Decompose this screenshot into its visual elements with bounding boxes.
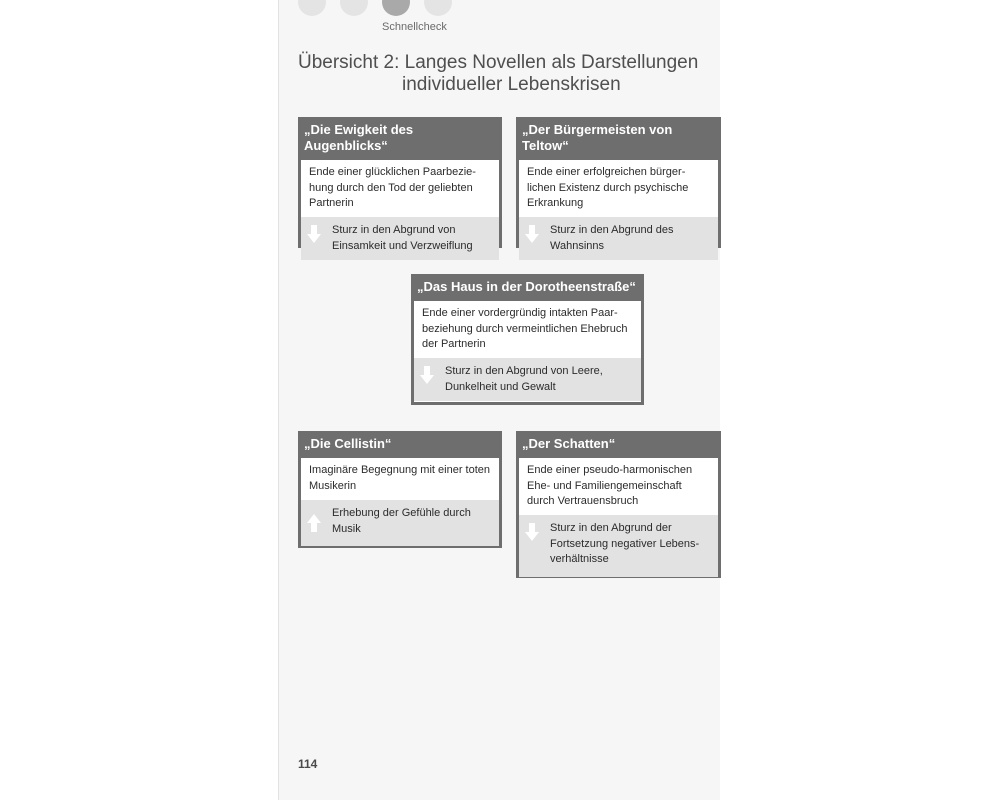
card-description: Ende einer pseudo-harmonischen Ehe- und Familiengemeinschaft durch Vertrauensbruch bbox=[519, 458, 718, 515]
card-outcome-text: Sturz in den Abgrund des Wahnsinns bbox=[550, 224, 674, 252]
card-outcome bbox=[301, 500, 499, 546]
card-heading: „Der Bürgermeisten von Teltow“ bbox=[519, 120, 718, 160]
card-description: Ende einer vordergründig intakten Paar-beziehung durch vermeintlichen Ehebruch der Partnerin bbox=[414, 301, 641, 358]
card-outcome-text: Sturz in den Abgrund von Leere, Dunkelheit und Gewalt bbox=[445, 365, 603, 393]
page-title-line-2: individueller Lebenskrisen bbox=[402, 74, 621, 95]
card-schatten bbox=[516, 431, 721, 578]
arrow-down-icon bbox=[525, 523, 539, 541]
card-outcome-text: Sturz in den Abgrund der Fortsetzung negativer Lebens-verhältnisse bbox=[550, 522, 700, 565]
arrow-down-icon bbox=[307, 225, 321, 243]
progress-dot-4[interactable] bbox=[424, 0, 452, 16]
progress-dot-1[interactable] bbox=[298, 0, 326, 16]
arrow-down-icon bbox=[525, 225, 539, 243]
card-outcome-text: Erhebung der Gefühle durch Musik bbox=[332, 507, 471, 535]
card-description: Imaginäre Begegnung mit einer toten Musikerin bbox=[301, 458, 499, 500]
progress-dot-2[interactable] bbox=[340, 0, 368, 16]
card-cellistin bbox=[298, 431, 502, 548]
card-heading: „Die Ewigkeit des Augenblicks“ bbox=[301, 120, 499, 160]
card-ewigkeit bbox=[298, 117, 502, 252]
card-heading: „Der Schatten“ bbox=[519, 434, 718, 458]
card-description: Ende einer erfolgreichen bürger-lichen Existenz durch psychische Erkrankung bbox=[519, 160, 718, 217]
card-description: Ende einer glücklichen Paarbezie-hung durch den Tod der geliebten Partnerin bbox=[301, 160, 499, 217]
arrow-up-icon bbox=[307, 514, 321, 532]
card-heading: „Das Haus in der Dorotheenstraße“ bbox=[414, 277, 641, 301]
card-buergermeister bbox=[516, 117, 721, 252]
progress-active-label: Schnellcheck bbox=[382, 21, 447, 33]
page-number: 114 bbox=[298, 757, 318, 771]
progress-dot-3-active[interactable] bbox=[382, 0, 410, 16]
card-outcome bbox=[519, 217, 718, 260]
left-margin bbox=[0, 0, 279, 800]
card-haus-dorotheenstrasse bbox=[411, 274, 644, 405]
page-title bbox=[298, 52, 718, 96]
card-outcome-text: Sturz in den Abgrund von Einsamkeit und Verzweiflung bbox=[332, 224, 473, 252]
card-outcome bbox=[414, 358, 641, 401]
card-outcome bbox=[519, 515, 718, 577]
page-title-line-1: Übersicht 2: Langes Novellen als Darstellungen bbox=[298, 52, 699, 73]
progress-dots bbox=[298, 0, 498, 18]
card-outcome bbox=[301, 217, 499, 260]
arrow-down-icon bbox=[420, 366, 434, 384]
card-heading: „Die Cellistin“ bbox=[301, 434, 499, 458]
